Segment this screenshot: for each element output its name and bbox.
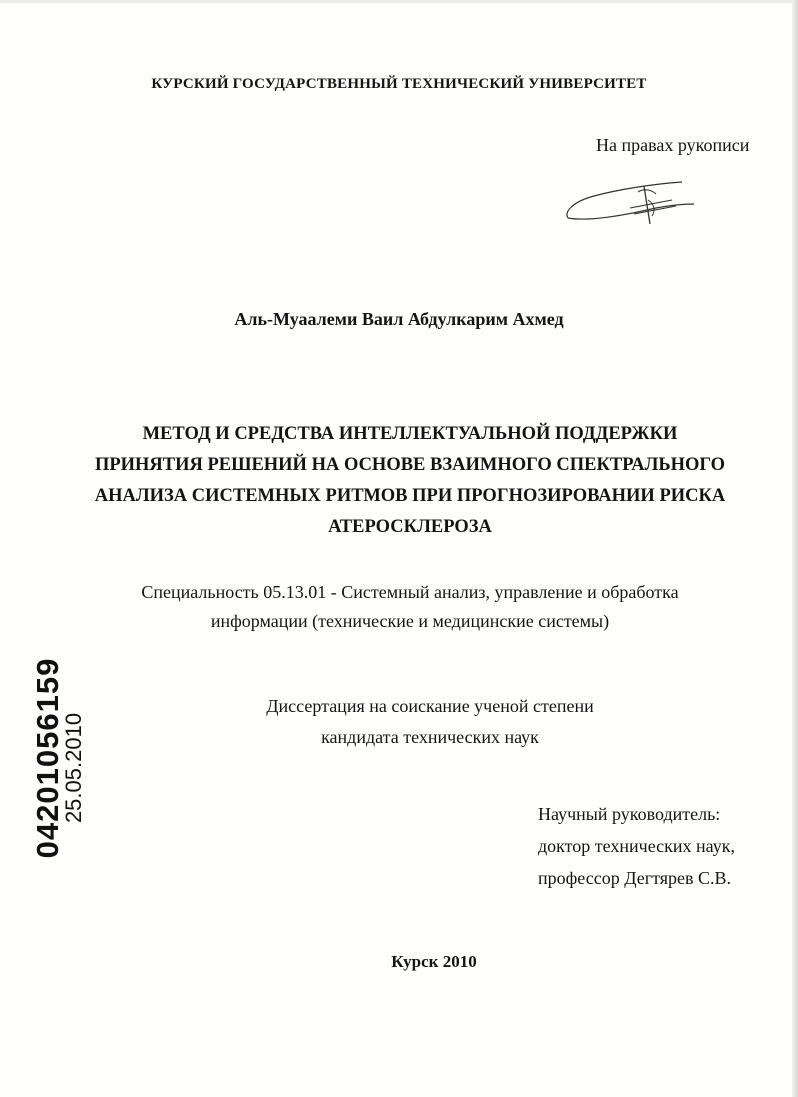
- city-year: Курск 2010: [391, 952, 477, 971]
- specialty-line: Специальность 05.13.01 - Системный анализ, управление и обработка: [141, 582, 679, 602]
- title-line: АТЕРОСКЛЕРОЗА: [328, 517, 492, 537]
- supervisor-line: профессор Дегтярев С.В.: [538, 868, 731, 888]
- university-name: КУРСКИЙ ГОСУДАРСТВЕННЫЙ ТЕХНИЧЕСКИЙ УНИВЕРСИТЕТ: [151, 76, 647, 92]
- specialty-line: информации (технические и медицинские системы): [210, 611, 610, 631]
- signature-image: [560, 178, 700, 228]
- scan-edge-right: [792, 0, 798, 1097]
- title-line: ПРИНЯТИЯ РЕШЕНИЙ НА ОСНОВЕ ВЗАИМНОГО СПЕКТРАЛЬНОГО: [94, 455, 726, 475]
- manuscript-rights-note: На правах рукописи: [596, 135, 750, 155]
- supervisor-line: Научный руководитель:: [538, 804, 721, 824]
- degree-block: [200, 691, 660, 753]
- author-name: Аль-Муаалеми Ваил Абдулкарим Ахмед: [234, 309, 564, 329]
- supervisor-block: [538, 798, 735, 894]
- library-stamp-date: 25.05.2010: [61, 712, 86, 824]
- degree-line: Диссертация на соискание ученой степени: [266, 696, 594, 716]
- title-line: МЕТОД И СРЕДСТВА ИНТЕЛЛЕКТУАЛЬНОЙ ПОДДЕРЖКИ: [142, 424, 678, 444]
- degree-line: кандидата технических наук: [321, 727, 539, 747]
- supervisor-line: доктор технических наук,: [538, 836, 735, 856]
- title-line: АНАЛИЗА СИСТЕМНЫХ РИТМОВ ПРИ ПРОГНОЗИРОВАНИИ РИСКА: [94, 486, 726, 506]
- specialty-block: [60, 578, 760, 636]
- dissertation-title: [60, 419, 760, 543]
- scan-edge-top: [0, 0, 798, 3]
- library-stamp-code: 04201056159: [30, 657, 65, 859]
